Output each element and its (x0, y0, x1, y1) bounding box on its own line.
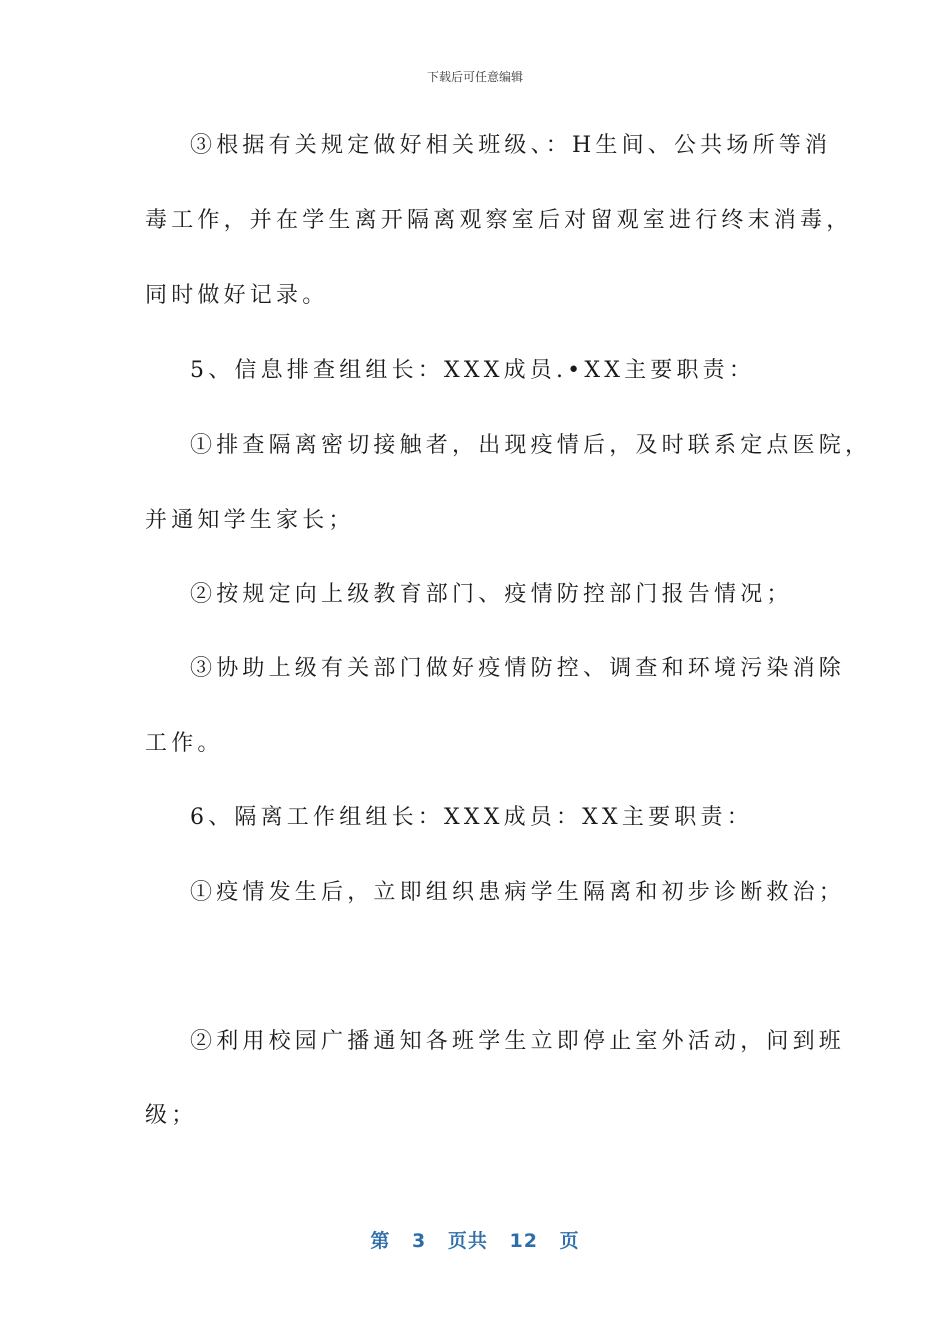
paragraph-line: ③协助上级有关部门做好疫情防控、调查和环境污染消除 (190, 656, 846, 681)
paragraph-line: ②利用校园广播通知各班学生立即停止室外活动，问到班 (190, 1029, 846, 1054)
paragraph-line: 工作。 (145, 731, 224, 756)
footer-suffix: 页 (559, 1230, 580, 1252)
paragraph-line: 级； (145, 1103, 198, 1128)
paragraph-line: 毒工作，并在学生离开隔离观察室后对留观室进行终末消毒， (145, 208, 853, 233)
paragraph-line: 并通知学生家长； (145, 508, 355, 533)
footer-prefix: 第 (370, 1230, 391, 1252)
section-heading: 6、隔离工作组组长：XXX成员：XX主要职责： (190, 805, 753, 830)
footer-current-page: 3 (412, 1230, 427, 1252)
section-heading: 5、信息排查组组长：XXX成员.•XX主要职责： (190, 358, 756, 383)
footer-middle: 页共 (447, 1230, 488, 1252)
paragraph-line: ①排查隔离密切接触者，出现疫情后，及时联系定点医院， (190, 433, 872, 458)
paragraph-line: ②按规定向上级教育部门、疫情防控部门报告情况； (190, 582, 793, 607)
paragraph-line: 同时做好记录。 (145, 283, 329, 308)
paragraph-line: ①疫情发生后，立即组织患病学生隔离和初步诊断救治； (190, 880, 846, 905)
footer-total-pages: 12 (509, 1230, 538, 1252)
page-header-note: 下载后可任意编辑 (426, 70, 523, 84)
paragraph-line: ③根据有关规定做好相关班级、：H生间、公共场所等消 (190, 133, 832, 158)
page-footer (0, 1226, 950, 1253)
